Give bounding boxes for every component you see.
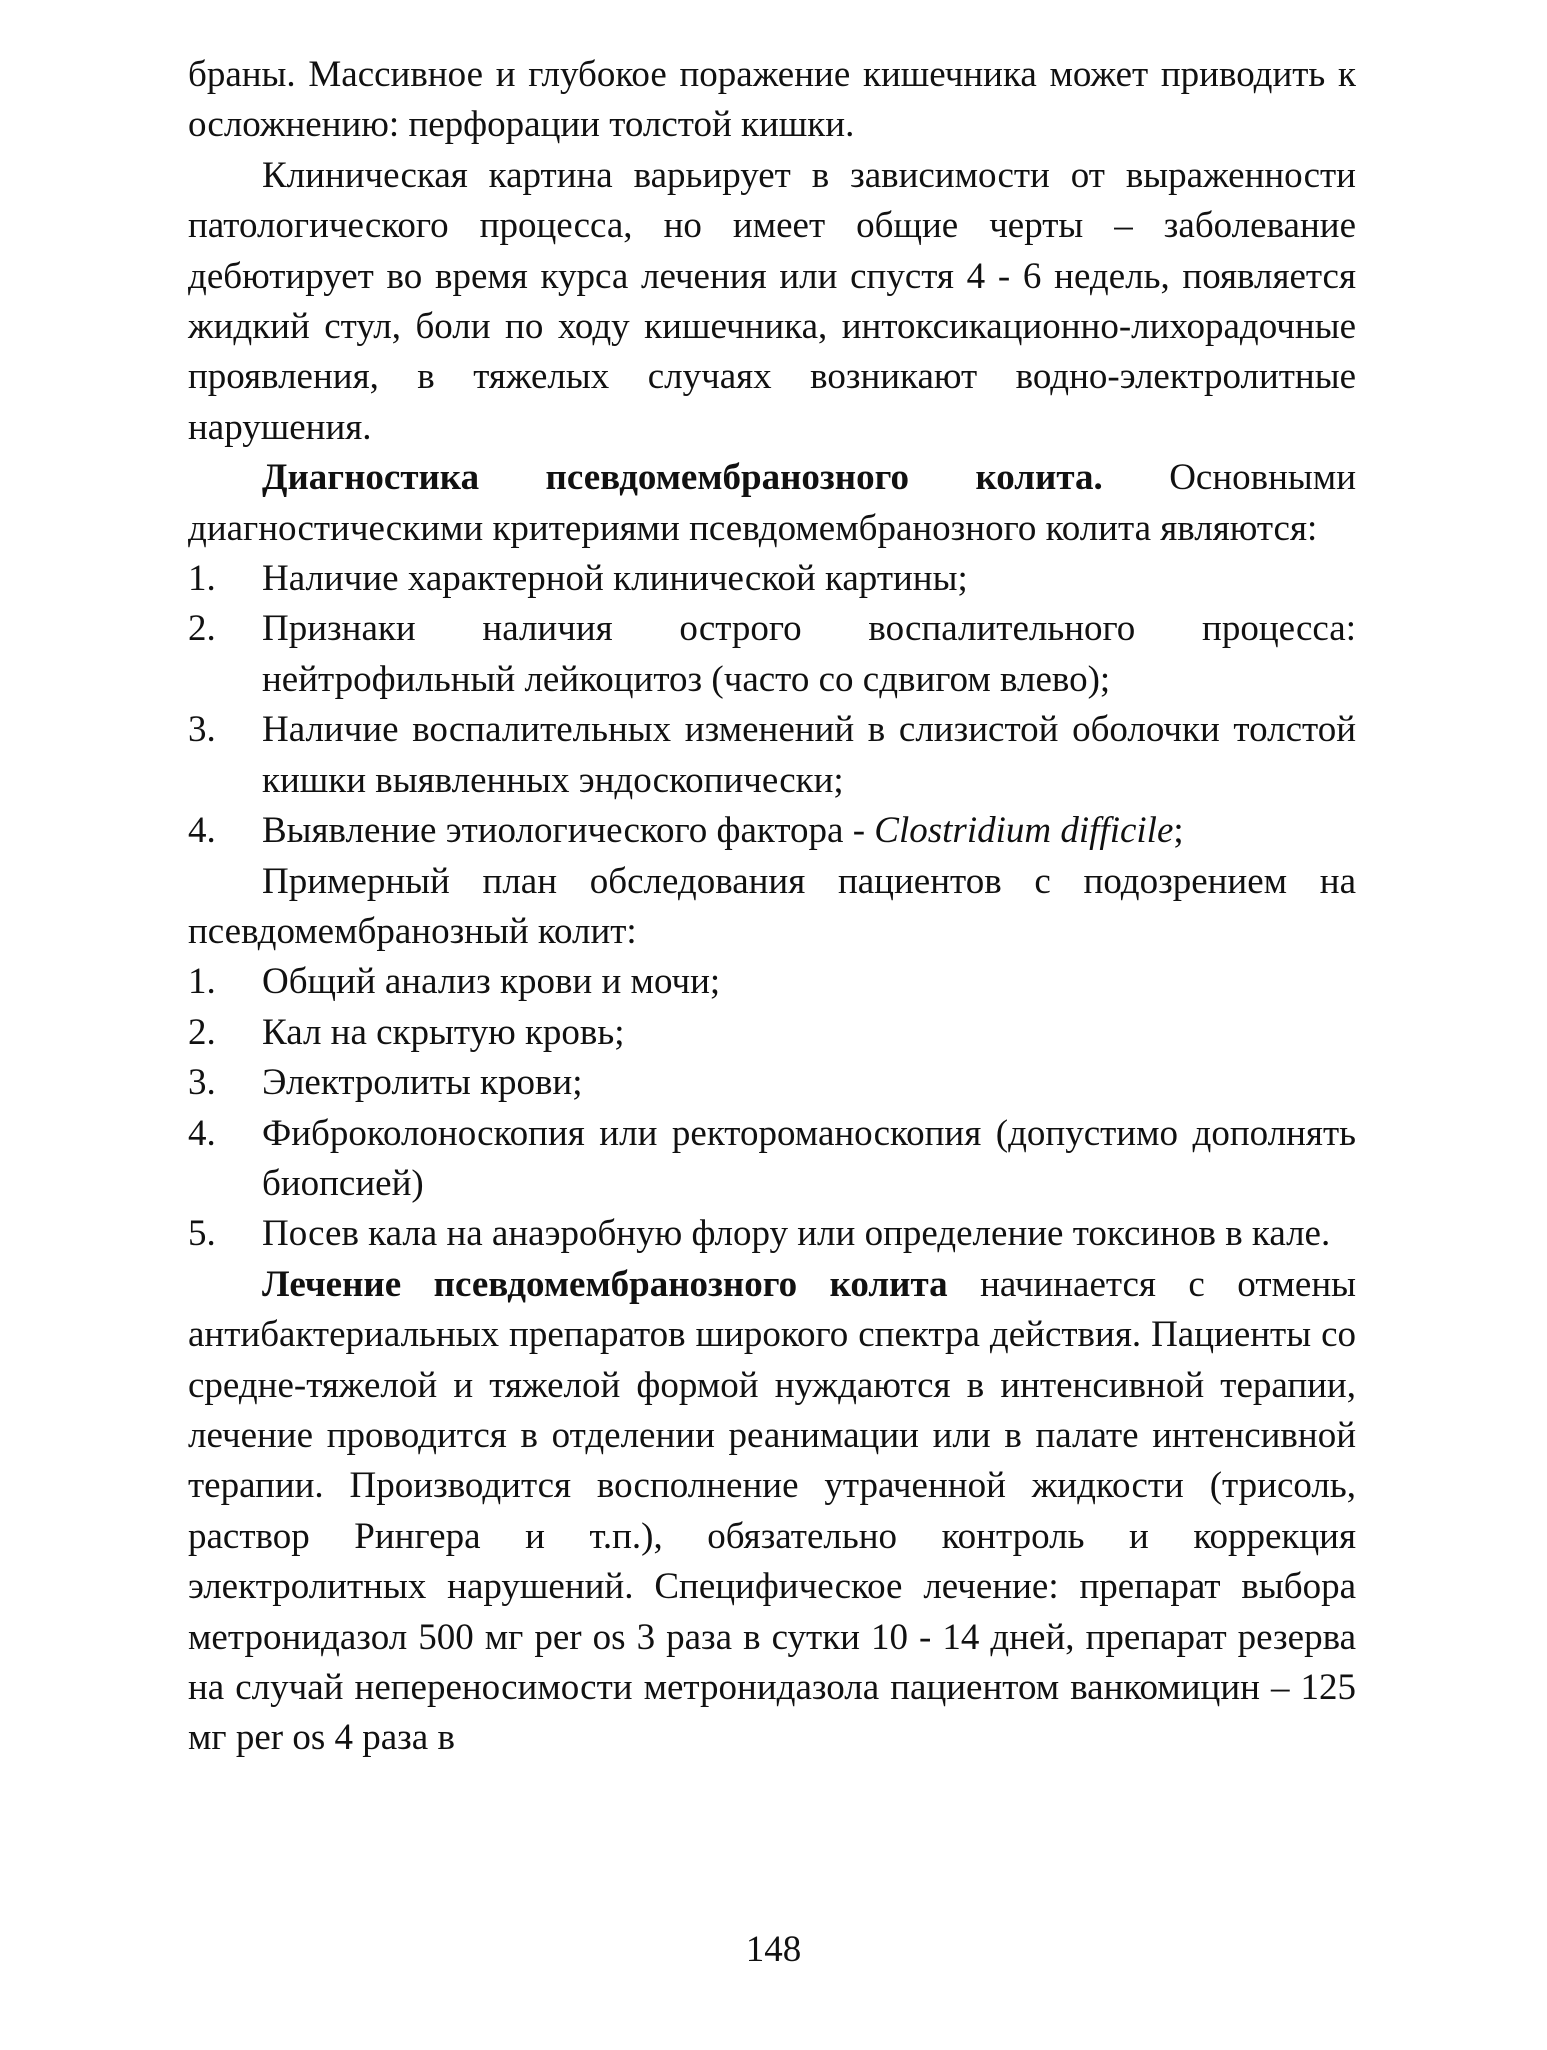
treatment-heading: Лечение псевдомембранозного колита [262, 1263, 948, 1305]
list-item-text: Наличие характерной клинической картины; [262, 558, 968, 600]
list-item-text: Посев кала на анаэробную флору или определение токсинов в кале. [262, 1213, 1331, 1255]
list-item [188, 1058, 1356, 1108]
list-item [188, 705, 1356, 806]
paragraph-exam-plan: Примерный план обследования пациентов с подозрением на псевдомембранозный колит: [188, 860, 1356, 952]
list-item [188, 604, 1356, 705]
paragraph-treatment [188, 1260, 1356, 1764]
diagnostics-heading: Диагностика псевдомембранозного колита. [262, 457, 1103, 499]
pathogen-name: Clostridium difficile [874, 810, 1174, 852]
list-item-number: 1. [188, 961, 216, 1003]
list-item-text: Общий анализ крови и мочи; [262, 961, 721, 1003]
list-item-text: Признаки наличия острого воспалительного процесса: нейтрофильный лейкоцитоз (часто со сдвигом влево); [262, 608, 1356, 700]
list-item-number: 2. [188, 1011, 216, 1053]
list-item-text: Электролиты крови; [262, 1062, 583, 1104]
etiology-text: Выявление этиологического фактора - [262, 810, 875, 852]
treatment-text: начинается с отмены антибактериальных препаратов широкого спектра действия. Пациенты со средне-тяжелой и тяжелой формой нуждаются в интенсивной терапии, лечение проводится в отделении реанимации или в палате интенсивной терапии. Производится восполнение утраченной жидкости (трисоль, раствор Рингера и т.п.), обязательно контроль и коррекция электролитных нарушений. Специфическое лечение: препарат выбора метронидазол 500 мг per os 3 раза в сутки 10 - 14 дней, препарат резерва на случай непереносимости метронидазола пациентом ванкомицин – 125 мг per os 4 раза в [188, 1263, 1356, 1759]
list-item [188, 957, 1356, 1007]
list-item-text: Кал на скрытую кровь; [262, 1011, 625, 1053]
list-item-text: Фиброколоноскопия или ректороманоскопия (допустимо дополнять биопсией) [262, 1112, 1356, 1204]
list-item-text [262, 806, 1356, 856]
list-item-number: 1. [188, 558, 216, 600]
list-item [188, 1109, 1356, 1210]
paragraph-perforation: браны. Массивное и глубокое поражение кишечника может приводить к осложнению: перфорации толстой кишки. [188, 54, 1356, 146]
paragraph-diagnostics [188, 453, 1356, 554]
diagnostics-intro-text: Основными диагностическими критериями псевдомембранозного колита являются: [188, 457, 1356, 549]
list-item-number: 3. [188, 1062, 216, 1104]
list-item [188, 1209, 1356, 1259]
list-item-text: Наличие воспалительных изменений в слизистой оболочки толстой кишки выявленных эндоскопически; [262, 709, 1356, 801]
diagnostic-criteria-list [188, 554, 1356, 856]
list-item [188, 554, 1356, 604]
etiology-punctuation: ; [1173, 810, 1184, 852]
page-body [188, 50, 1356, 1764]
list-item-number: 4. [188, 1112, 216, 1154]
list-item [188, 806, 1356, 856]
list-item-number: 2. [188, 608, 216, 650]
list-item-number: 5. [188, 1213, 216, 1255]
list-item-number: 4. [188, 810, 216, 852]
paragraph-clinical-picture: Клиническая картина варьирует в зависимости от выраженности патологического процесса, но имеет общие черты – заболевание дебютирует во время курса лечения или спустя 4 - 6 недель, появляется жидкий стул, боли по ходу кишечника, интоксикационно-лихорадочные проявления, в тяжелых случаях возникают водно-электролитные нарушения. [188, 154, 1356, 448]
page-number: 148 [745, 1929, 802, 1970]
list-item [188, 1008, 1356, 1058]
exam-plan-list [188, 957, 1356, 1259]
list-item-number: 3. [188, 709, 216, 751]
